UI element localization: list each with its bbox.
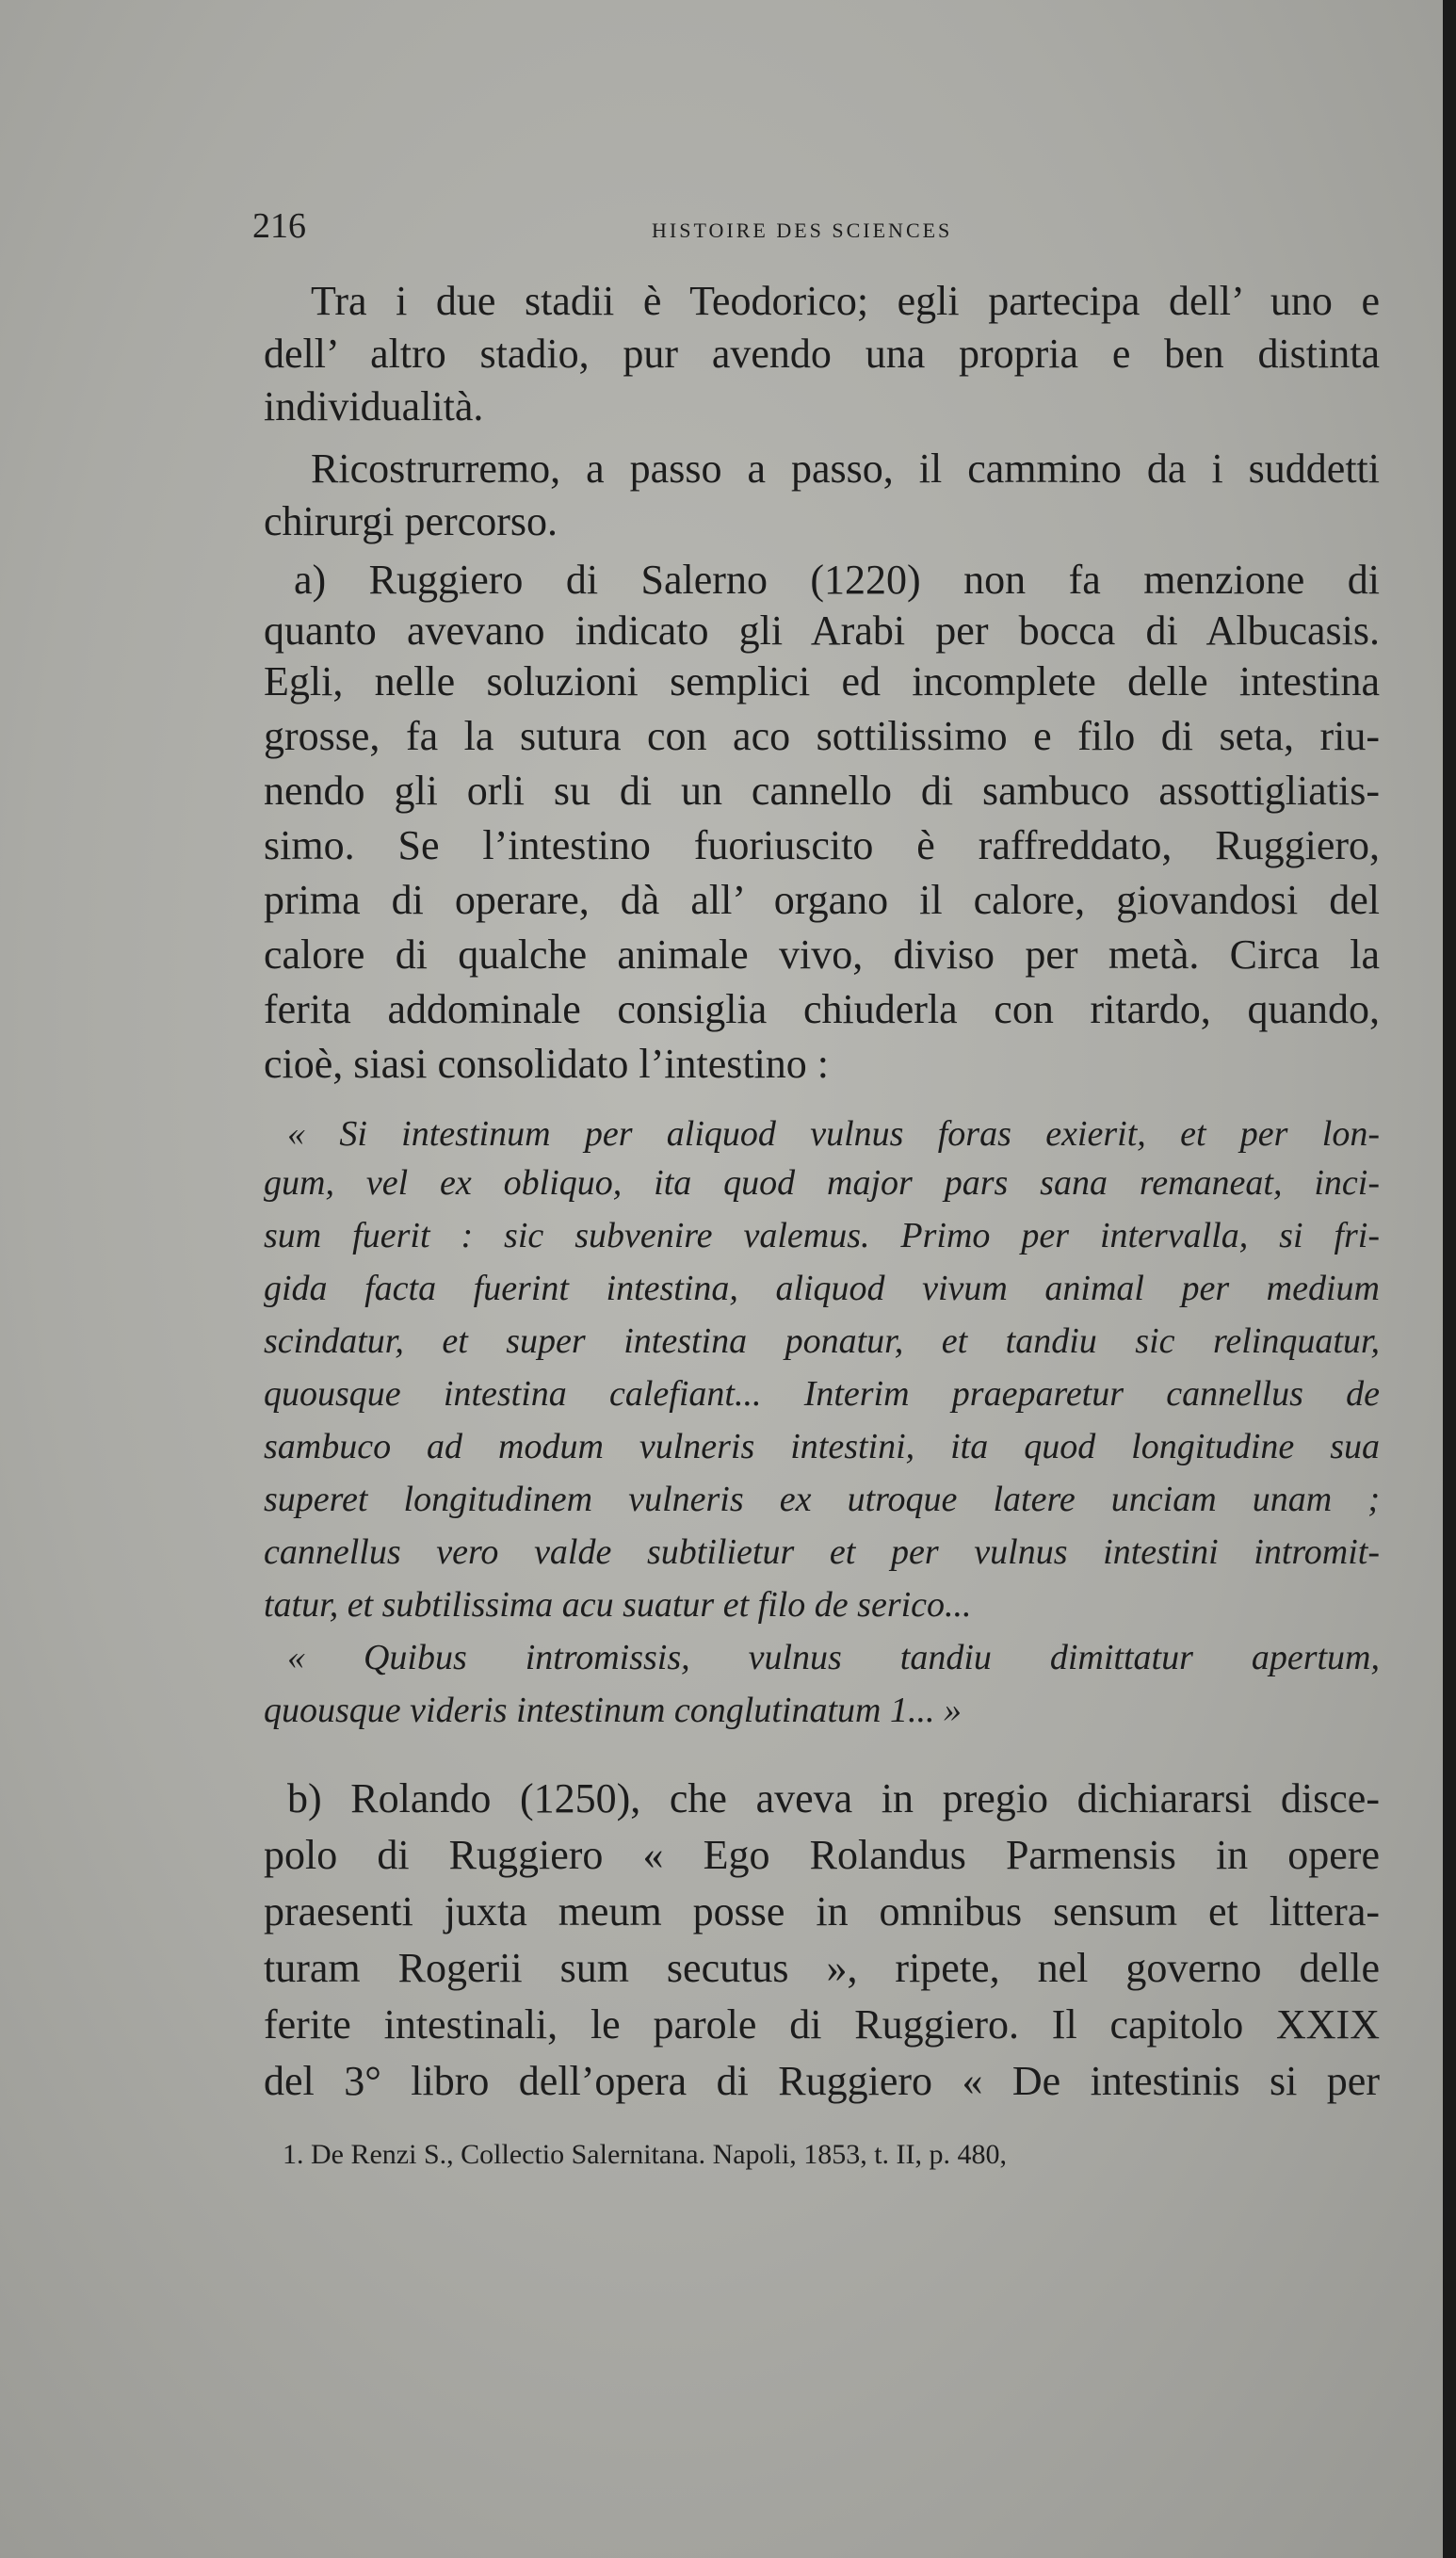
quote-line: quousque intestina calefiant... Interim praeparetur cannellus de [264,1374,1380,1414]
body-line: calore di qualche animale vivo, diviso per metà. Circa la [264,931,1380,978]
page-header [252,205,1383,252]
body-line: prima di operare, dà all’ organo il calore, giovandosi del [264,877,1380,923]
body-line: praesenti juxta meum posse in omnibus sensum et littera- [264,1888,1380,1935]
quote-line: « Quibus intromissis, vulnus tandiu dimittatur apertum, [287,1638,1380,1677]
body-line: chirurgi percorso. [264,498,558,544]
body-line: b) Rolando (1250), che aveva in pregio dichiararsi disce- [287,1775,1380,1821]
quote-line: gida facta fuerint intestina, aliquod vivum animal per medium [264,1269,1380,1308]
quote-line: superet longitudinem vulneris ex utroque latere unciam unam ; [264,1480,1380,1519]
body-line: cioè, siasi consolidato l’intestino : [264,1041,830,1087]
quote-line: gum, vel ex obliquo, ita quod major pars sana remaneat, inci- [264,1163,1380,1203]
body-line: simo. Se l’intestino fuoriuscito è raffreddato, Ruggiero, [264,822,1380,868]
page-number: 216 [252,206,306,246]
quote-line: sambuco ad modum vulneris intestini, ita quod longitudine sua [264,1427,1380,1466]
footnote: 1. De Renzi S., Collectio Salernitana. Napoli, 1853, t. II, p. 480, [283,2139,1008,2170]
body-line: polo di Ruggiero « Ego Rolandus Parmensis in opere [264,1832,1380,1878]
quote-line: sum fuerit : sic subvenire valemus. Primo per intervalla, si fri- [264,1216,1380,1255]
body-line: turam Rogerii sum secutus », ripete, nel governo delle [264,1945,1380,1991]
running-title: HISTOIRE DES SCIENCES [652,219,953,242]
quote-line: « Si intestinum per aliquod vulnus foras exierit, et per lon- [287,1114,1380,1154]
body-line: ferita addominale consiglia chiuderla con ritardo, quando, [264,986,1380,1032]
body-line: dell’ altro stadio, pur avendo una propria e ben distinta [264,331,1380,377]
body-line: nendo gli orli su di un cannello di sambuco assottigliatis- [264,768,1380,814]
body-line: individualità. [264,383,484,429]
quote-line: quousque videris intestinum conglutinatum 1... » [264,1691,962,1730]
body-line: Egli, nelle soluzioni semplici ed incomplete delle intestina [264,658,1380,704]
body-line: quanto avevano indicato gli Arabi per bocca di Albucasis. [264,607,1380,654]
quote-line: tatur, et subtilissima acu suatur et filo de serico... [264,1585,972,1625]
quote-line: scindatur, et super intestina ponatur, et tandiu sic relinquatur, [264,1321,1380,1361]
body-line: grosse, fa la sutura con aco sottilissimo e filo di seta, riu- [264,713,1380,759]
body-line: a) Ruggiero di Salerno (1220) non fa menzione di [294,557,1380,603]
page-edge-shadow [1443,0,1456,2558]
body-line: Ricostrurremo, a passo a passo, il cammino da i suddetti [311,445,1380,492]
body-line: del 3° libro dell’opera di Ruggiero « De intestinis si per [264,2058,1380,2104]
body-line: Tra i due stadii è Teodorico; egli partecipa dell’ uno e [311,278,1380,324]
quote-line: cannellus vero valde subtilietur et per vulnus intestini intromit- [264,1532,1380,1572]
body-line: ferite intestinali, le parole di Ruggiero. Il capitolo XXIX [264,2001,1380,2048]
